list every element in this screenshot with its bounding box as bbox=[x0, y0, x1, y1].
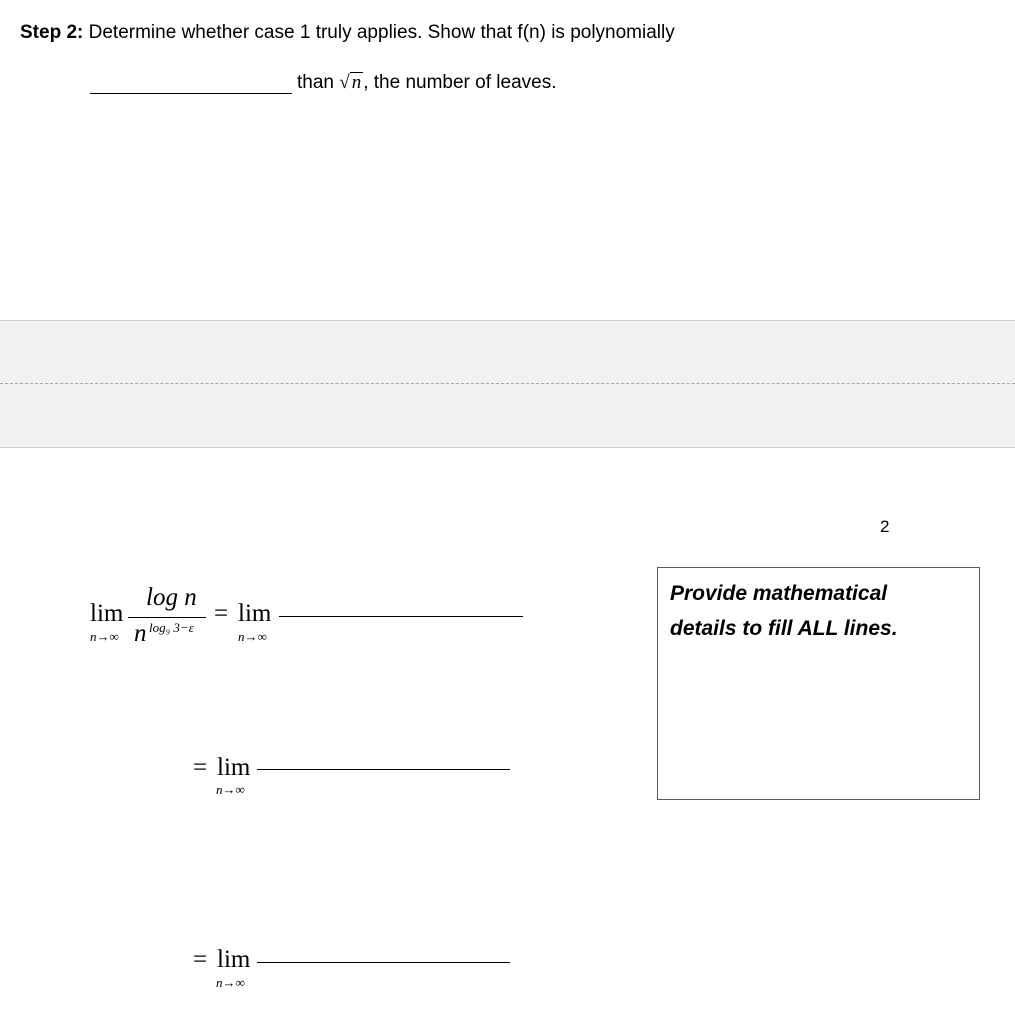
fill-in-blank-line[interactable] bbox=[90, 93, 292, 94]
step-2-instruction bbox=[20, 22, 675, 44]
lim-4-subscript: n→∞ bbox=[216, 975, 245, 990]
equals-1: = bbox=[214, 600, 229, 627]
equals-3: = bbox=[193, 946, 208, 973]
step-label: Step 2: bbox=[20, 22, 84, 43]
lim-1: lim bbox=[90, 600, 124, 627]
fraction-denominator-exponent: log₉ 3−ε bbox=[149, 620, 194, 635]
fraction-numerator: log n bbox=[146, 584, 197, 611]
than-sqrt-n-text bbox=[297, 72, 556, 94]
answer-line-2[interactable] bbox=[257, 769, 510, 770]
equals-2: = bbox=[193, 754, 208, 781]
answer-line-1[interactable] bbox=[279, 616, 523, 617]
sqrt-sign: √ bbox=[339, 72, 350, 93]
leaves-text: , the number of leaves. bbox=[363, 72, 557, 93]
lim-2: lim bbox=[238, 600, 272, 627]
lim-1-subscript: n→∞ bbox=[90, 629, 119, 644]
sqrt-n bbox=[339, 72, 363, 93]
sqrt-radicand: n bbox=[351, 72, 362, 93]
instruction-line-1: Provide mathematical bbox=[670, 582, 888, 605]
instruction-text bbox=[670, 576, 898, 646]
page-number: 2 bbox=[880, 517, 890, 536]
lim-4: lim bbox=[217, 946, 251, 973]
lim-3: lim bbox=[217, 754, 251, 781]
fraction-denominator-base: n bbox=[134, 620, 147, 647]
than-word: than bbox=[297, 72, 334, 93]
page-gap bbox=[0, 320, 1015, 448]
step-text: Determine whether case 1 truly applies. Show that f(n) is polynomially bbox=[88, 22, 675, 43]
fraction-bar bbox=[128, 617, 206, 618]
page-break-dashed-line bbox=[0, 383, 1015, 384]
answer-line-3[interactable] bbox=[257, 962, 510, 963]
instruction-line-2: details to fill ALL lines. bbox=[670, 617, 898, 640]
lim-3-subscript: n→∞ bbox=[216, 782, 245, 797]
lim-2-subscript: n→∞ bbox=[238, 629, 267, 644]
